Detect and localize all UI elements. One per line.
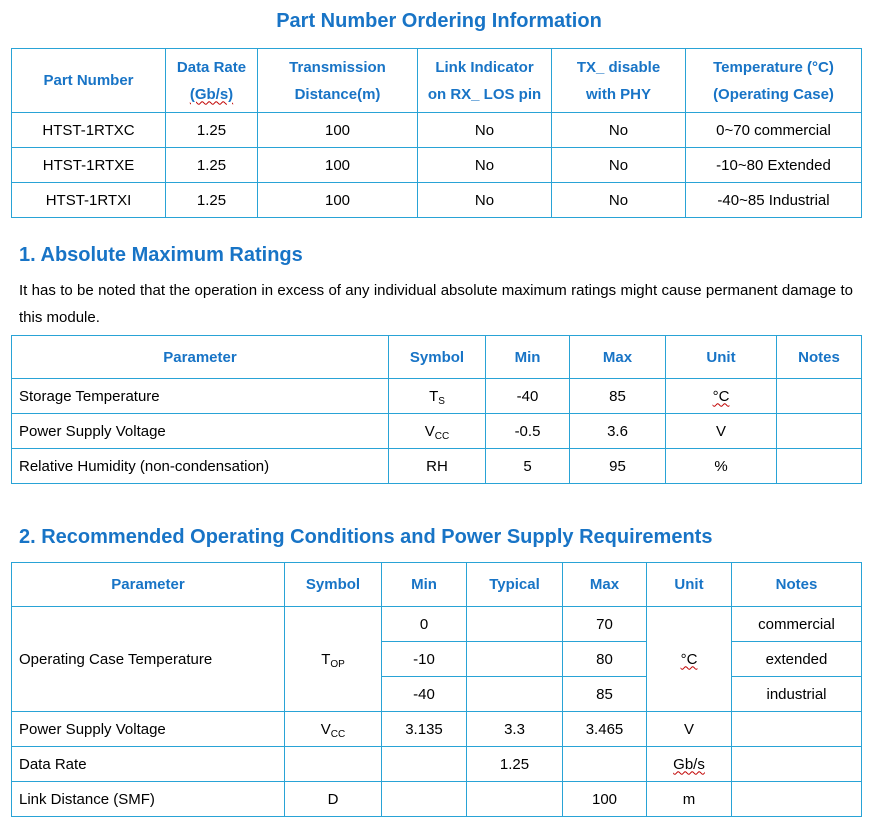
cell-parameter: Power Supply Voltage [12,414,389,449]
symbol-subscript: OP [330,658,345,670]
cell-unit: % [666,449,777,484]
cell-unit: V [666,414,777,449]
cell-parameter: Power Supply Voltage [12,712,285,747]
header-line: TX_ disable [576,58,661,76]
col-header-data-rate [166,49,258,113]
cell-tx-disable: No [552,183,686,218]
cell-symbol [389,379,486,414]
cell-notes: industrial [732,677,862,712]
cell-unit [647,607,732,712]
cell-part-number: HTST-1RTXI [12,183,166,218]
absolute-max-table [11,335,862,484]
cell-notes: commercial [732,607,862,642]
cell-typical: 3.3 [467,712,563,747]
cell-typical [467,607,563,642]
cell-min: -40 [382,677,467,712]
table-row [12,449,862,484]
cell-min: 3.135 [382,712,467,747]
table-row [12,712,862,747]
symbol-text: T [321,650,331,668]
table-row [12,183,862,218]
ordering-table [11,48,862,218]
symbol-subscript: S [438,395,445,407]
cell-symbol [285,782,382,817]
header-line: (Gb/s) [189,85,234,103]
section-title-absolute-max: 1. Absolute Maximum Ratings [19,244,303,266]
cell-link-indicator: No [418,113,552,148]
cell-notes: extended [732,642,862,677]
symbol-text: D [327,790,339,808]
op-header-row [12,563,862,607]
cell-data-rate: 1.25 [166,183,258,218]
cell-min: -10 [382,642,467,677]
col-header-max: Max [570,336,666,379]
col-header-temperature [686,49,862,113]
cell-notes [777,414,862,449]
cell-distance: 100 [258,148,418,183]
symbol-text: RH [426,457,448,475]
cell-symbol [285,747,382,782]
header-line: (Operating Case) [713,85,834,103]
header-line: Link Indicator [435,58,534,76]
cell-link-indicator: No [418,148,552,183]
cell-min [382,747,467,782]
cell-notes [732,747,862,782]
col-header-link-indicator [418,49,552,113]
col-header-unit: Unit [647,563,732,607]
cell-notes [732,782,862,817]
cell-parameter: Operating Case Temperature [12,607,285,712]
col-header-max: Max [563,563,647,607]
cell-max: 85 [570,379,666,414]
table-row [12,607,862,642]
cell-max: 85 [563,677,647,712]
cell-max: 100 [563,782,647,817]
header-line: Part Number [43,72,134,89]
cell-max: 80 [563,642,647,677]
symbol-text: V [424,422,435,440]
col-header-parameter: Parameter [12,336,389,379]
cell-symbol [389,449,486,484]
col-header-notes: Notes [732,563,862,607]
header-line: with PHY [585,85,651,103]
col-header-distance [258,49,418,113]
symbol-text: V [320,720,331,738]
header-line: Temperature (°C) [713,58,834,76]
header-line: Transmission [289,58,386,76]
cell-data-rate: 1.25 [166,113,258,148]
cell-symbol [285,712,382,747]
cell-part-number: HTST-1RTXC [12,113,166,148]
cell-part-number: HTST-1RTXE [12,148,166,183]
cell-min: -40 [486,379,570,414]
col-header-unit: Unit [666,336,777,379]
cell-max: 95 [570,449,666,484]
header-line: on RX_ LOS pin [427,85,542,103]
operating-conditions-table [11,562,862,817]
unit-text: Gb/s [673,755,705,773]
table-row [12,414,862,449]
cell-symbol [285,607,382,712]
table-row [12,747,862,782]
cell-distance: 100 [258,113,418,148]
unit-text: °C [680,650,698,668]
col-header-notes: Notes [777,336,862,379]
cell-unit: m [647,782,732,817]
symbol-text: T [429,387,439,405]
col-header-min: Min [382,563,467,607]
cell-unit: V [647,712,732,747]
symbol-subscript: CC [434,430,450,442]
abs-header-row [12,336,862,379]
col-header-tx-disable [552,49,686,113]
cell-parameter: Data Rate [12,747,285,782]
cell-min: 5 [486,449,570,484]
cell-max [563,747,647,782]
cell-tx-disable: No [552,148,686,183]
cell-parameter: Link Distance (SMF) [12,782,285,817]
header-line: Data Rate [176,58,247,76]
cell-notes [777,379,862,414]
cell-data-rate: 1.25 [166,148,258,183]
cell-typical: 1.25 [467,747,563,782]
ordering-header-row [12,49,862,113]
table-row [12,379,862,414]
cell-temperature: 0~70 commercial [686,113,862,148]
page-title: Part Number Ordering Information [276,10,602,32]
cell-typical [467,782,563,817]
cell-min [382,782,467,817]
col-header-parameter: Parameter [12,563,285,607]
cell-max: 70 [563,607,647,642]
cell-unit [666,379,777,414]
cell-typical [467,642,563,677]
unit-text: °C [712,387,730,405]
col-header-part-number [12,49,166,113]
col-header-typical: Typical [467,563,563,607]
section-note: It has to be noted that the operation in excess of any individual absolute maximum ratings might cause permanent damage to this module. [19,282,853,326]
header-line: Distance(m) [294,85,381,103]
col-header-symbol: Symbol [389,336,486,379]
cell-unit [647,747,732,782]
cell-notes [732,712,862,747]
symbol-subscript: CC [330,728,346,740]
cell-max: 3.465 [563,712,647,747]
table-row [12,782,862,817]
cell-parameter: Storage Temperature [12,379,389,414]
cell-symbol [389,414,486,449]
cell-temperature: -10~80 Extended [686,148,862,183]
cell-tx-disable: No [552,113,686,148]
cell-min: -0.5 [486,414,570,449]
cell-temperature: -40~85 Industrial [686,183,862,218]
table-row [12,148,862,183]
col-header-min: Min [486,336,570,379]
cell-link-indicator: No [418,183,552,218]
cell-min: 0 [382,607,467,642]
cell-notes [777,449,862,484]
cell-max: 3.6 [570,414,666,449]
section-title-operating-conditions: 2. Recommended Operating Conditions and Power Supply Requirements [19,526,713,548]
col-header-symbol: Symbol [285,563,382,607]
cell-distance: 100 [258,183,418,218]
table-row [12,113,862,148]
cell-typical [467,677,563,712]
cell-parameter: Relative Humidity (non-condensation) [12,449,389,484]
